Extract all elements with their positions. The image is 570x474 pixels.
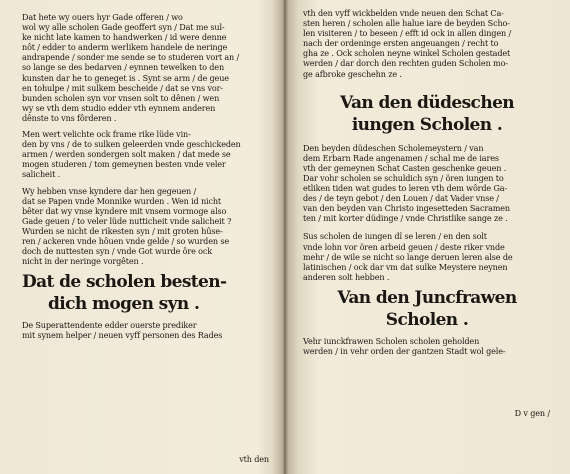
text-line: len visiteren / to beseen / efft id ock in allen dingen /: [303, 28, 512, 39]
right-section-heading-1-line-1: Van den düdeschen: [339, 92, 515, 113]
text-line: Den beyden düdeschen Scholemeystern / van: [303, 142, 484, 153]
left-paragraph-4: [22, 320, 267, 340]
text-line: anderen solt hebben .: [303, 271, 390, 282]
text-line: Sus scholen de iungen dî se leren / en den solt: [303, 231, 487, 242]
left-section-heading-line-2: dich mogen syn .: [48, 294, 200, 315]
right-section-heading-2-line-1: Van den Juncfrawen: [337, 287, 517, 308]
text-line: bunden scholen syn vor vnsen solt to dênen / wen: [22, 92, 220, 103]
text-line: Men wert velichte ock frame rike lüde vin-: [22, 129, 191, 140]
left-paragraph-1: [22, 12, 267, 123]
text-line: De Superattendente edder ouerste prediker: [22, 320, 197, 331]
text-line: ren / ackeren vnde hôuen vnde gelde / so wurden se: [22, 235, 229, 246]
left-catchword: vth den: [239, 453, 269, 464]
right-catchword: D v gen /: [514, 407, 550, 418]
text-line: des / de teyn gebot / den Louen / dat Vader vnse /: [303, 193, 499, 204]
text-line: nach der ordeninge ersten angeuangen / recht to: [303, 38, 499, 49]
right-page: [285, 0, 570, 474]
right-paragraph-1: [303, 8, 551, 79]
text-line: werden / dar dorch den rechten guden Scholen mo-: [303, 58, 508, 69]
text-line: andrapende / sonder me sende se to studeren vort an /: [22, 52, 240, 63]
text-line: dat se Papen vnde Monnike wurden . Wen id nicht: [22, 195, 222, 206]
text-line: vth der gemeynen Schat Casten geschenke geuen .: [303, 162, 507, 173]
text-line: kunsten dar he to geneget is . Synt se arm / de geue: [22, 72, 229, 83]
text-line: en tohulpe / mit sulkem bescheide / dat se vns vor-: [22, 82, 223, 93]
left-paragraph-2: [22, 129, 267, 179]
text-line: Gade geuen / to veler lüde nutticheit vnde salicheit ?: [22, 215, 232, 226]
text-line: dênste to vns fôrderen .: [22, 112, 117, 123]
text-line: vth den vyff wickbelden vnde neuen den Schat Ca-: [303, 8, 504, 18]
text-line: nicht in der neringe vorgêten .: [22, 256, 144, 267]
text-line: van den beyden van Christo ingesetteden Sacramen: [303, 203, 510, 214]
text-line: armen / werden sondergen solt maken / dat mede se: [22, 149, 231, 160]
left-section-heading-line-1: Dat de scholen besten-: [22, 272, 227, 293]
text-line: wol wy alle scholen Gade geoffert syn / Dat me sul-: [22, 22, 225, 33]
text-line: den by vns / de to sulken geleerden vnde geschickeden: [22, 139, 241, 150]
text-line: Dar vohr scholen se schuldich syn / ören iungen to: [303, 172, 504, 183]
text-line: Wy hebben vnse kyndere dar hen gegeuen /: [22, 185, 197, 196]
text-line: latinischen / ock dar vm dat sulke Meystere neynen: [303, 261, 508, 272]
text-line: werden / in vehr orden der gantzen Stadt wol gele-: [303, 345, 506, 356]
right-paragraph-4: [303, 336, 551, 356]
text-line: bêter dat wy vnse kyndere mit vnsem vormoge also: [22, 205, 227, 216]
text-line: Wurden se nicht de rikesten syn / mit groten hûse-: [22, 225, 223, 236]
right-paragraph-2: [303, 143, 551, 224]
left-text-column: [22, 12, 267, 346]
text-line: ge afbroke geschehn ze .: [303, 68, 402, 79]
text-line: Vehr iunckfrawen Scholen scholen geholden: [303, 335, 480, 346]
right-text-column: [303, 8, 551, 362]
text-line: vnde lohn vor ören arbeid geuen / deste riker vnde: [303, 241, 505, 252]
right-section-heading-2-line-2: Scholen .: [385, 309, 469, 330]
text-line: dem Erbarn Rade angenamen / schal me de iares: [303, 152, 499, 163]
text-line: Dat hete wy ouers hyr Gade offeren / wo: [22, 12, 183, 22]
text-line: nôt / edder to anderm werlikem handele de neringe: [22, 42, 228, 53]
text-line: doch de nuttesten syn / vnde Got wurde ôre ock: [22, 246, 212, 257]
text-line: etliken tiden wat gudes to leren vth dem wôrde Ga-: [303, 183, 508, 194]
text-line: mehr / de wile se nicht so lange deruen leren alse de: [303, 251, 513, 262]
text-line: gha ze . Ock scholen neyne winkel Scholen gestadet: [303, 48, 511, 59]
right-section-heading-1-line-2: iungen Scholen .: [351, 114, 503, 135]
text-line: ten / mit korter düdinge / vnde Christlike sange ze .: [303, 213, 508, 224]
text-line: mogen studeren / tom gemeynen besten vnde veler: [22, 159, 226, 170]
right-paragraph-3: [303, 231, 551, 281]
text-line: sten heren / scholen alle halue iare de beyden Scho-: [303, 18, 510, 29]
text-line: wy se vth dem studio edder vth eynnem anderen: [22, 102, 216, 113]
text-line: so lange se des bedarven / eynnen tewelken to den: [22, 62, 225, 73]
left-paragraph-3: [22, 186, 267, 267]
text-line: salicheit .: [22, 169, 61, 180]
text-line: mit synem helper / neuen vyff personen des Rades: [22, 330, 223, 341]
text-line: ke nicht late kamen to handwerken / id were denne: [22, 32, 227, 43]
